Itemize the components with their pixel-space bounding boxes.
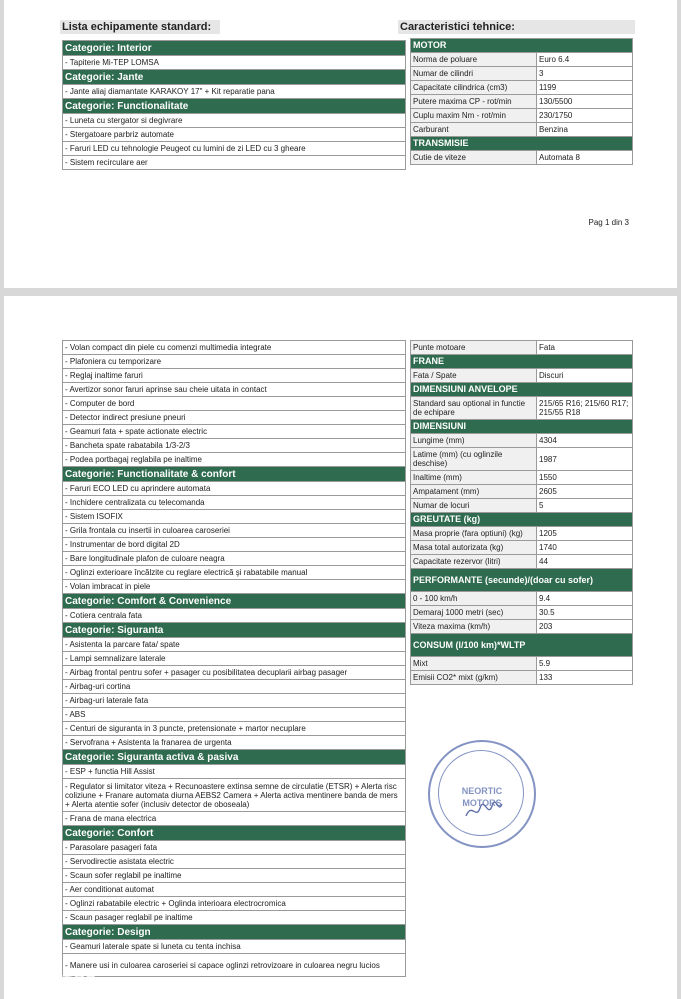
spec-label: Demaraj 1000 metri (sec): [411, 606, 537, 620]
spec-value: 133: [537, 671, 633, 685]
equipment-item-row: [63, 85, 406, 99]
spec-value: Automata 8: [537, 151, 633, 165]
category-header-row: [63, 750, 406, 765]
spec-label: Cuplu maxim Nm - rot/min: [411, 109, 537, 123]
spec-label: Inaltime (mm): [411, 471, 537, 485]
equipment-item-row: [63, 694, 406, 708]
equipment-item: - Detector indirect presiune pneuri: [63, 411, 406, 425]
equipment-item-row: [63, 708, 406, 722]
equipment-item-row: [63, 680, 406, 694]
company-stamp: [428, 740, 536, 848]
spec-label: Norma de poluare: [411, 53, 537, 67]
spec-value: 1987: [537, 448, 633, 471]
spec-row: [411, 81, 633, 95]
spec-row: [411, 527, 633, 541]
equipment-item-row: [63, 954, 406, 977]
category-title: Categorie: Confort: [63, 826, 406, 841]
spec-row: [411, 448, 633, 471]
spec-label: Ampatament (mm): [411, 485, 537, 499]
equipment-table: [62, 40, 406, 170]
spec-section-row: [411, 355, 633, 369]
spec-label: Mixt: [411, 657, 537, 671]
equipment-item-row: [63, 580, 406, 594]
spec-section-title: MOTOR: [411, 39, 633, 53]
spec-value: Euro 6.4: [537, 53, 633, 67]
equipment-item: - Plafoniera cu temporizare: [63, 355, 406, 369]
category-header-row: [63, 826, 406, 841]
spec-section-row: [411, 420, 633, 434]
spec-value: 9.4: [537, 592, 633, 606]
equipment-item-row: [63, 156, 406, 170]
equipment-item: - Volan imbracat in piele: [63, 580, 406, 594]
equipment-item: - Faruri LED cu tehnologie Peugeot cu lumini de zi LED cu 3 gheare: [63, 142, 406, 156]
spec-section-title: PERFORMANTE (secunde)/(doar cu sofer): [411, 569, 633, 592]
spec-row: [411, 341, 633, 355]
document-page-2: [4, 296, 677, 999]
signature: [464, 800, 504, 822]
spec-section-title: GREUTATE (kg): [411, 513, 633, 527]
equipment-item-row: [63, 114, 406, 128]
spec-value: 1550: [537, 471, 633, 485]
spec-row: [411, 471, 633, 485]
spec-row: [411, 499, 633, 513]
equipment-item-row: [63, 439, 406, 453]
equipment-item-row: [63, 812, 406, 826]
equipment-item-row: [63, 638, 406, 652]
spec-value: 215/65 R16; 215/60 R17; 215/55 R18: [537, 397, 633, 420]
category-header-row: [63, 41, 406, 56]
equipment-item-row: [63, 369, 406, 383]
equipment-item-row: [63, 524, 406, 538]
spec-value: 130/5500: [537, 95, 633, 109]
equipment-item: - Instrumentar de bord digital 2D: [63, 538, 406, 552]
equipment-item-row: [63, 736, 406, 750]
spec-section-title: DIMENSIUNI ANVELOPE: [411, 383, 633, 397]
equipment-item-row: [63, 841, 406, 855]
equipment-item-row: [63, 869, 406, 883]
spec-row: [411, 67, 633, 81]
spec-value: 44: [537, 555, 633, 569]
equipment-item: - ESP + functia Hill Assist: [63, 765, 406, 779]
spec-row: [411, 592, 633, 606]
spec-value: 4304: [537, 434, 633, 448]
equipment-item: - Volan compact din piele cu comenzi multimedia integrate: [63, 341, 406, 355]
spec-row: [411, 671, 633, 685]
equipment-item-row: [63, 411, 406, 425]
spec-label: Masa total autorizata (kg): [411, 541, 537, 555]
equipment-item-row: [63, 609, 406, 623]
equipment-item-row: [63, 142, 406, 156]
equipment-item-row: [63, 425, 406, 439]
spec-label: Fata / Spate: [411, 369, 537, 383]
equipment-item: - Parasolare pasageri fata: [63, 841, 406, 855]
spec-label: Capacitate cilindrica (cm3): [411, 81, 537, 95]
spec-label: Putere maxima CP - rot/min: [411, 95, 537, 109]
specs-table: [410, 340, 633, 685]
spec-label: Capacitate rezervor (litri): [411, 555, 537, 569]
category-title: Categorie: Comfort & Convenience: [63, 594, 406, 609]
equipment-item: - Jante aliaj diamantate KARAKOY 17" + Kit reparatie pana: [63, 85, 406, 99]
equipment-item: - Airbag frontal pentru sofer + pasager cu posibilitatea decuplarii airbag pasager: [63, 666, 406, 680]
spec-row: [411, 657, 633, 671]
spec-section-row: [411, 634, 633, 657]
equipment-item-row: [63, 652, 406, 666]
equipment-item: - Bancheta spate rabatabila 1/3-2/3: [63, 439, 406, 453]
category-title: Categorie: Siguranta: [63, 623, 406, 638]
spec-label: Masa proprie (fara optiuni) (kg): [411, 527, 537, 541]
equipment-item: - Scaun pasager reglabil pe inaltime: [63, 911, 406, 925]
equipment-item-row: [63, 566, 406, 580]
spec-value: 230/1750: [537, 109, 633, 123]
equipment-item: - Bare longitudinale plafon de culoare neagra: [63, 552, 406, 566]
spec-row: [411, 485, 633, 499]
spec-value: 1205: [537, 527, 633, 541]
spec-section-row: [411, 137, 633, 151]
spec-value: 203: [537, 620, 633, 634]
spec-label: 0 - 100 km/h: [411, 592, 537, 606]
equipment-item: - Podea portbagaj reglabila pe inaltime: [63, 453, 406, 467]
equipment-item: - Tapiterie Mi-TEP LOMSA: [63, 56, 406, 70]
spec-section-row: [411, 383, 633, 397]
equipment-item: - Stergatoare parbriz automate: [63, 128, 406, 142]
equipment-item-row: [63, 397, 406, 411]
equipment-item: - Lampi semnalizare laterale: [63, 652, 406, 666]
equipment-item-row: [63, 666, 406, 680]
equipment-item: - Sistem ISOFIX: [63, 510, 406, 524]
equipment-item-row: [63, 355, 406, 369]
equipment-item: - Computer de bord: [63, 397, 406, 411]
spec-value: Discuri: [537, 369, 633, 383]
spec-row: [411, 369, 633, 383]
equipment-item: - Airbag-uri laterale fata: [63, 694, 406, 708]
equipment-item: - Aer conditionat automat: [63, 883, 406, 897]
technical-specs-header: Caracteristici tehnice:: [398, 20, 635, 34]
category-header-row: [63, 925, 406, 940]
equipment-item-row: [63, 897, 406, 911]
spec-section-row: [411, 39, 633, 53]
spec-label: Numar de cilindri: [411, 67, 537, 81]
spec-row: [411, 109, 633, 123]
equipment-item-row: [63, 552, 406, 566]
equipment-item: - Regulator si limitator viteza + Recunoastere extinsa semne de circulatie (ETSR) + Alerta risc coliziune + Franare automata diurna AEBS2 Camera + Alerta activa mentinere banda de mers + Alerta atentie sofer (inclusiv detector de oboseala): [63, 779, 406, 812]
equipment-list-header: Lista echipamente standard:: [60, 20, 220, 34]
spec-section-row: [411, 569, 633, 592]
equipment-item: - Geamuri laterale spate si luneta cu tenta inchisa: [63, 940, 406, 954]
equipment-item-row: [63, 510, 406, 524]
watermark: AUTOVIT.RO: [6, 972, 97, 989]
spec-row: [411, 123, 633, 137]
spec-section-title: TRANSMISIE: [411, 137, 633, 151]
equipment-item: - Cotiera centrala fata: [63, 609, 406, 623]
equipment-item-row: [63, 538, 406, 552]
spec-value: 5: [537, 499, 633, 513]
equipment-item-row: [63, 383, 406, 397]
spec-value: 30.5: [537, 606, 633, 620]
equipment-item: - Airbag-uri cortina: [63, 680, 406, 694]
spec-row: [411, 606, 633, 620]
spec-section-title: CONSUM (l/100 km)*WLTP: [411, 634, 633, 657]
stamp-line-1: NEORTIC: [461, 786, 503, 796]
equipment-item-row: [63, 482, 406, 496]
equipment-item-row: [63, 765, 406, 779]
equipment-item-row: [63, 940, 406, 954]
spec-row: [411, 397, 633, 420]
category-title: Categorie: Interior: [63, 41, 406, 56]
equipment-item: - Frana de mana electrica: [63, 812, 406, 826]
spec-value: 3: [537, 67, 633, 81]
specs-table: [410, 38, 633, 165]
equipment-item: - Luneta cu stergator si degivrare: [63, 114, 406, 128]
equipment-item: - Servofrana + Asistenta la franarea de urgenta: [63, 736, 406, 750]
spec-value: Benzina: [537, 123, 633, 137]
equipment-item: - ABS: [63, 708, 406, 722]
equipment-item-row: [63, 453, 406, 467]
equipment-item: - Asistenta la parcare fata/ spate: [63, 638, 406, 652]
category-header-row: [63, 594, 406, 609]
equipment-item-row: [63, 883, 406, 897]
equipment-item: - Manere usi in culoarea caroseriei si capace oglinzi retrovizoare in culoarea negru lucios: [63, 954, 406, 977]
spec-label: Viteza maxima (km/h): [411, 620, 537, 634]
spec-row: [411, 151, 633, 165]
category-header-row: [63, 623, 406, 638]
equipment-item-row: [63, 779, 406, 812]
category-title: Categorie: Jante: [63, 70, 406, 85]
spec-value: 5.9: [537, 657, 633, 671]
spec-section-title: FRANE: [411, 355, 633, 369]
category-title: Categorie: Design: [63, 925, 406, 940]
equipment-item: - Avertizor sonor faruri aprinse sau cheie uitata in contact: [63, 383, 406, 397]
spec-label: Lungime (mm): [411, 434, 537, 448]
spec-label: Cutie de viteze: [411, 151, 537, 165]
spec-row: [411, 555, 633, 569]
stamp-line-2: MOTORS: [462, 798, 502, 808]
spec-row: [411, 434, 633, 448]
page-number: Pag 1 din 3: [588, 218, 629, 227]
equipment-item: - Inchidere centralizata cu telecomanda: [63, 496, 406, 510]
spec-row: [411, 95, 633, 109]
equipment-item-row: [63, 911, 406, 925]
equipment-item: - Sistem recirculare aer: [63, 156, 406, 170]
equipment-item: - Reglaj inaltime faruri: [63, 369, 406, 383]
spec-row: [411, 541, 633, 555]
spec-row: [411, 53, 633, 67]
category-title: Categorie: Functionalitate & confort: [63, 467, 406, 482]
equipment-item: - Oglinzi rabatabile electric + Oglinda interioara electrocromica: [63, 897, 406, 911]
document-page-1: [4, 0, 677, 288]
equipment-item: - Faruri ECO LED cu aprindere automata: [63, 482, 406, 496]
spec-value: 1740: [537, 541, 633, 555]
equipment-item: - Servodirectie asistata electric: [63, 855, 406, 869]
equipment-item-row: [63, 128, 406, 142]
spec-section-row: [411, 513, 633, 527]
spec-label: Emisii CO2* mixt (g/km): [411, 671, 537, 685]
spec-value: 2605: [537, 485, 633, 499]
spec-label: Carburant: [411, 123, 537, 137]
category-header-row: [63, 467, 406, 482]
category-header-row: [63, 70, 406, 85]
equipment-item-row: [63, 496, 406, 510]
spec-row: [411, 620, 633, 634]
spec-label: Numar de locuri: [411, 499, 537, 513]
equipment-item-row: [63, 341, 406, 355]
equipment-table: [62, 340, 406, 977]
category-title: Categorie: Siguranta activa & pasiva: [63, 750, 406, 765]
category-title: Categorie: Functionalitate: [63, 99, 406, 114]
category-header-row: [63, 99, 406, 114]
spec-label: Punte motoare: [411, 341, 537, 355]
spec-value: 1199: [537, 81, 633, 95]
equipment-item-row: [63, 722, 406, 736]
equipment-item-row: [63, 56, 406, 70]
spec-section-title: DIMENSIUNI: [411, 420, 633, 434]
equipment-item: - Scaun sofer reglabil pe inaltime: [63, 869, 406, 883]
spec-value: Fata: [537, 341, 633, 355]
equipment-item-row: [63, 855, 406, 869]
equipment-item: - Oglinzi exterioare încălzite cu reglare electrică şi rabatabile manual: [63, 566, 406, 580]
spec-label: Latime (mm) (cu oglinzile deschise): [411, 448, 537, 471]
equipment-item: - Grila frontala cu insertii in culoarea caroseriei: [63, 524, 406, 538]
equipment-item: - Geamuri fata + spate actionate electric: [63, 425, 406, 439]
equipment-item: - Centuri de siguranta in 3 puncte, pretensionate + martor necuplare: [63, 722, 406, 736]
spec-label: Standard sau optional in functie de echipare: [411, 397, 537, 420]
